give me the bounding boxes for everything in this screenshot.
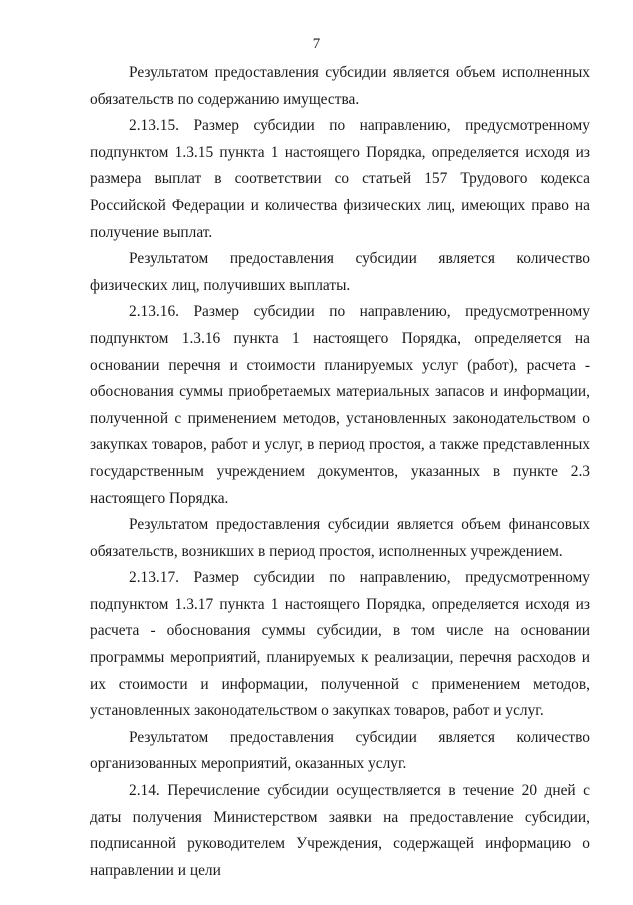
paragraph-result-property: Результатом предоставления субсидии является объем исполненных обязательств по содержанию имущества. <box>90 64 590 108</box>
paragraph-result-payments: Результатом предоставления субсидии является количество физических лиц, получивших выплаты. <box>90 250 590 294</box>
paragraph-2-13-16: 2.13.16. Размер субсидии по направлению, предусмотренному подпунктом 1.3.16 пункта 1 настоящего Порядка, определяется на основании перечня и стоимости планируемых услуг (работ), расчета - обоснования суммы приобретаемых материальных запасов и информации, полученной с применением методов, установленных законодательством о закупках товаров, работ и услуг, в период простоя, а также представленных государственным учреждением документов, указанных в пункте 2.3 настоящего Порядка. <box>90 303 590 507</box>
page-number: 7 <box>312 36 321 52</box>
paragraph-result-obligations: Результатом предоставления субсидии является объем финансовых обязательств, возникших в период простоя, исполненных учреждением. <box>90 516 590 560</box>
document-body <box>90 60 590 884</box>
paragraph-result-events: Результатом предоставления субсидии является количество организованных мероприятий, оказанных услуг. <box>90 728 590 773</box>
paragraph-2-13-15: 2.13.15. Размер субсидии по направлению, предусмотренному подпунктом 1.3.15 пункта 1 настоящего Порядка, определяется исходя из размера выплат в соответствии со статьей 157 Трудового кодекса Российской Федерации и количества физических лиц, имеющих право на получение выплат. <box>90 117 590 241</box>
paragraph-2-14: 2.14. Перечисление субсидии осуществляется в течение 20 дней с даты получения Министерством заявки на предоставление субсидии, подписанной руководителем Учреждения, содержащей информацию о направлении и цели <box>90 782 590 879</box>
paragraph-2-13-17: 2.13.17. Размер субсидии по направлению, предусмотренному подпунктом 1.3.17 пункта 1 настоящего Порядка, определяется исходя из расчета - обоснования суммы субсидии, в том числе на основании программы мероприятий, планируемых к реализации, перечня расходов и их стоимости и информации, полученной с применением методов, установленных законодательством о закупках товаров, работ и услуг. <box>90 569 590 720</box>
